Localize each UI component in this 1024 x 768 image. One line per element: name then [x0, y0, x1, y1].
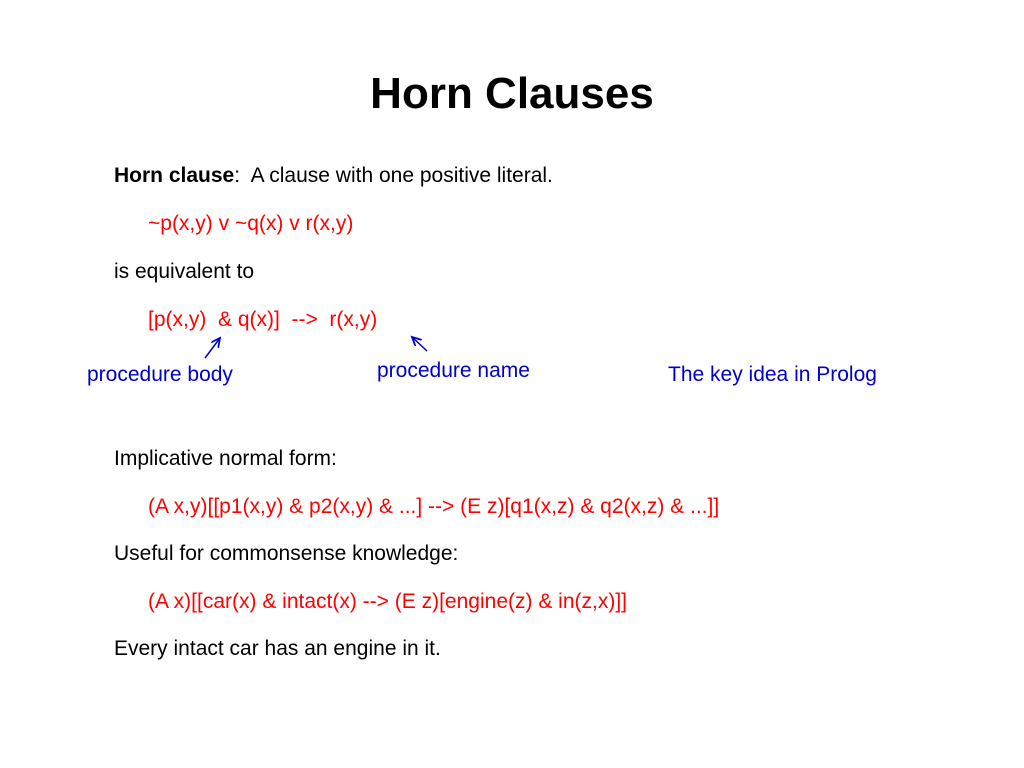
commonsense-formula: (A x)[[car(x) & intact(x) --> (E z)[engine(z) & in(z,x)]]: [148, 590, 627, 613]
commonsense-gloss: Every intact car has an engine in it.: [114, 637, 441, 660]
example-implication: [p(x,y) & q(x)] --> r(x,y): [148, 308, 378, 331]
procedure-body-arrow: [205, 338, 220, 358]
procedure-name-arrow: [412, 337, 427, 351]
key-idea-label: The key idea in Prolog: [668, 363, 877, 386]
definition-term: Horn clause: [114, 164, 235, 187]
procedure-body-label: procedure body: [87, 363, 233, 386]
definition-line: [114, 165, 553, 186]
equivalence-text: is equivalent to: [114, 260, 255, 283]
implicative-heading: Implicative normal form:: [114, 447, 337, 470]
procedure-name-label: procedure name: [377, 359, 530, 382]
definition-text: : A clause with one positive literal.: [234, 164, 553, 187]
slide-title: Horn Clauses: [370, 69, 654, 118]
example-disjunction: ~p(x,y) v ~q(x) v r(x,y): [148, 212, 354, 235]
commonsense-heading: Useful for commonsense knowledge:: [114, 542, 459, 565]
implicative-formula: (A x,y)[[p1(x,y) & p2(x,y) & ...] --> (E z)[q1(x,z) & q2(x,z) & ...]]: [148, 495, 720, 518]
